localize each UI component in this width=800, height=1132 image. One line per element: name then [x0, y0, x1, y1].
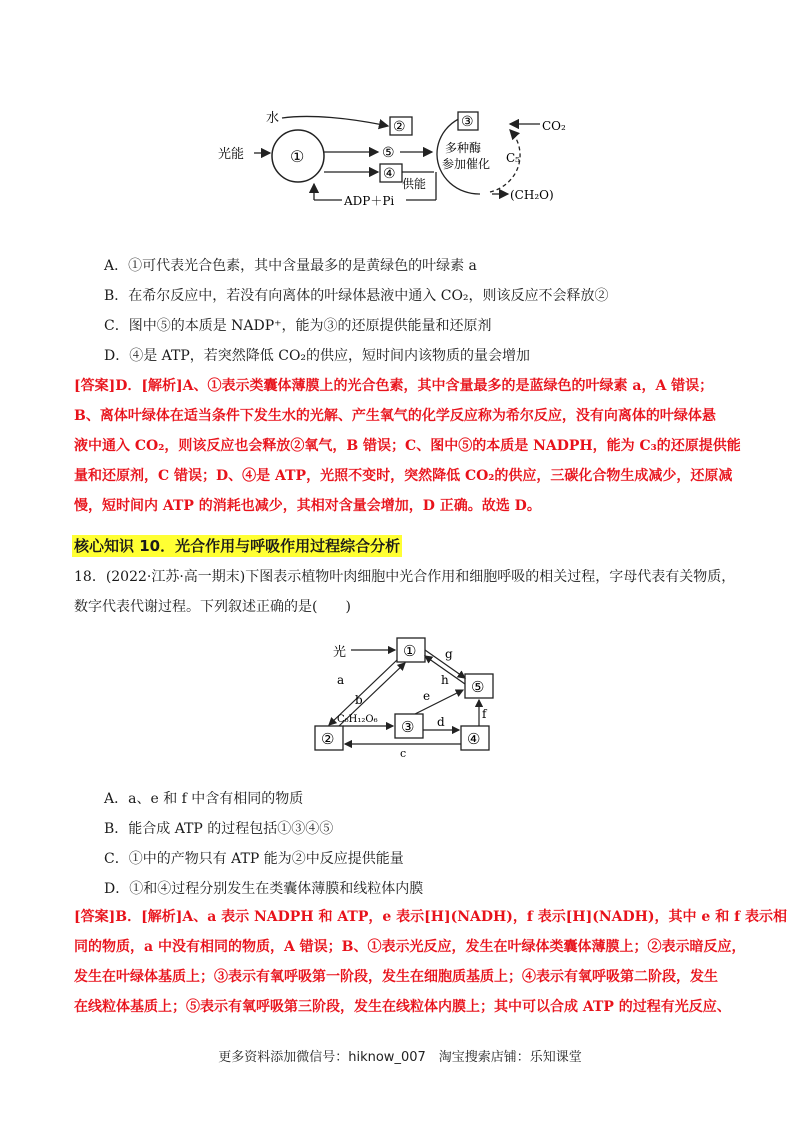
answer-line: 量和还原剂，C 错误；D、④是 ATP，光照不变时，突然降低 CO₂的供应，三碳化合物生成减少，还原减	[74, 468, 733, 484]
arrow-f-label: f	[482, 707, 487, 721]
answer-line: [答案]B．[解析]A、a 表示 NADPH 和 ATP，e 表示[H](NADH)，f 表示[H](NADH)，其中 e 和 f 表示相	[74, 909, 787, 925]
step-1-label: ①	[290, 147, 305, 166]
stem-line: 18．(2022·江苏·高一期末)下图表示植物叶肉细胞中光合作用和细胞呼吸的相关过程，字母代表有关物质，	[74, 569, 736, 585]
ch2o-label: (CH₂O)	[510, 188, 554, 202]
enzymes-line-2: 参加催化	[442, 157, 491, 171]
answer-line: 发生在叶绿体基质上；③表示有氧呼吸第一阶段，发生在细胞质基质上；④表示有氧呼吸第二阶段，发生	[74, 969, 718, 985]
process-1-label: ①	[403, 642, 417, 660]
process-4-label: ④	[467, 730, 481, 748]
photosynthesis-diagram	[210, 100, 590, 215]
arrow-e-label: e	[423, 689, 431, 703]
page-footer: 更多资料添加微信号：hiknow_007 淘宝搜索店铺：乐知课堂	[218, 1050, 582, 1065]
q18-option-b: B．能合成 ATP 的过程包括①③④⑤	[104, 821, 334, 837]
answer-line: B、离体叶绿体在适当条件下发生水的光解、产生氧气的化学反应称为希尔反应，没有向离体的叶绿体悬	[74, 408, 716, 424]
arrow-h-label: h	[441, 673, 449, 687]
enzymes-line-1: 多种酶	[445, 141, 482, 155]
answer-line: 同的物质，a 中没有相同的物质，A 错误；B、①表示光反应，发生在叶绿体类囊体薄膜上；②表示暗反应，	[74, 939, 746, 955]
stem-line: 数字代表代谢过程。下列叙述正确的是( )	[74, 599, 351, 615]
q18-option-d: D．①和④过程分别发生在类囊体薄膜和线粒体内膜	[104, 881, 424, 897]
arrow-a-label: a	[337, 673, 345, 687]
arrow-g-label: g	[445, 647, 453, 661]
light-energy-label: 光能	[218, 147, 245, 162]
q18-option-a: A．a、e 和 f 中含有相同的物质	[104, 791, 304, 807]
arrow-b-label: b	[355, 693, 363, 707]
answer-line: 在线粒体基质上；⑤表示有氧呼吸第三阶段，发生在线粒体内膜上；其中可以合成 ATP 的过程有光反应、	[74, 999, 731, 1015]
c5-label: C₅	[506, 151, 520, 165]
q17-option-b: B．在希尔反应中，若没有向离体的叶绿体悬液中通入 CO₂，则该反应不会释放②	[104, 288, 609, 304]
q18-stem	[74, 562, 734, 622]
process-5-label: ⑤	[471, 678, 485, 696]
q18-option-c: C．①中的产物只有 ATP 能为②中反应提供能量	[104, 851, 404, 867]
arrow-d-label: d	[437, 715, 445, 729]
section-heading: 核心知识 10．光合作用与呼吸作用过程综合分析	[74, 537, 401, 555]
product-3-label: ③	[461, 114, 474, 130]
q18-answer	[74, 902, 787, 1022]
product-2-label: ②	[393, 119, 406, 135]
product-5-label: ⑤	[382, 145, 395, 161]
supply-energy-label: 供能	[402, 177, 427, 191]
q17-option-c: C．图中⑤的本质是 NADP⁺，能为③的还原提供能量和还原剂	[104, 318, 492, 334]
answer-line: 慢，短时间内 ATP 的消耗也减少，其相对含量会增加，D 正确。故选 D。	[74, 498, 541, 514]
light-label: 光	[333, 645, 347, 660]
answer-line: 液中通入 CO₂，则该反应也会释放②氧气，B 错误；C、图中⑤的本质是 NADPH，能为 C₃的还原提供能	[74, 438, 741, 454]
q17-option-d: D．④是 ATP，若突然降低 CO₂的供应，短时间内该物质的量会增加	[104, 348, 531, 364]
answer-line: [答案]D．[解析]A、①表示类囊体薄膜上的光合色素，其中含量最多的是蓝绿色的叶绿素 a，A 错误；	[74, 378, 714, 394]
co2-label: CO₂	[542, 119, 566, 133]
process-2-label: ②	[321, 730, 335, 748]
q17-option-a: A．①可代表光合色素，其中含量最多的是黄绿色的叶绿素 a	[104, 258, 477, 274]
process-3-label: ③	[401, 718, 415, 736]
water-label: 水	[266, 111, 280, 126]
arrow-c-label: c	[400, 747, 407, 760]
metabolism-diagram	[321, 630, 505, 760]
glucose-label: C₆H₁₂O₆	[337, 714, 378, 725]
q17-answer	[74, 371, 741, 521]
adp-pi-label: ADP＋Pi	[344, 194, 395, 208]
product-4-label: ④	[383, 166, 396, 182]
